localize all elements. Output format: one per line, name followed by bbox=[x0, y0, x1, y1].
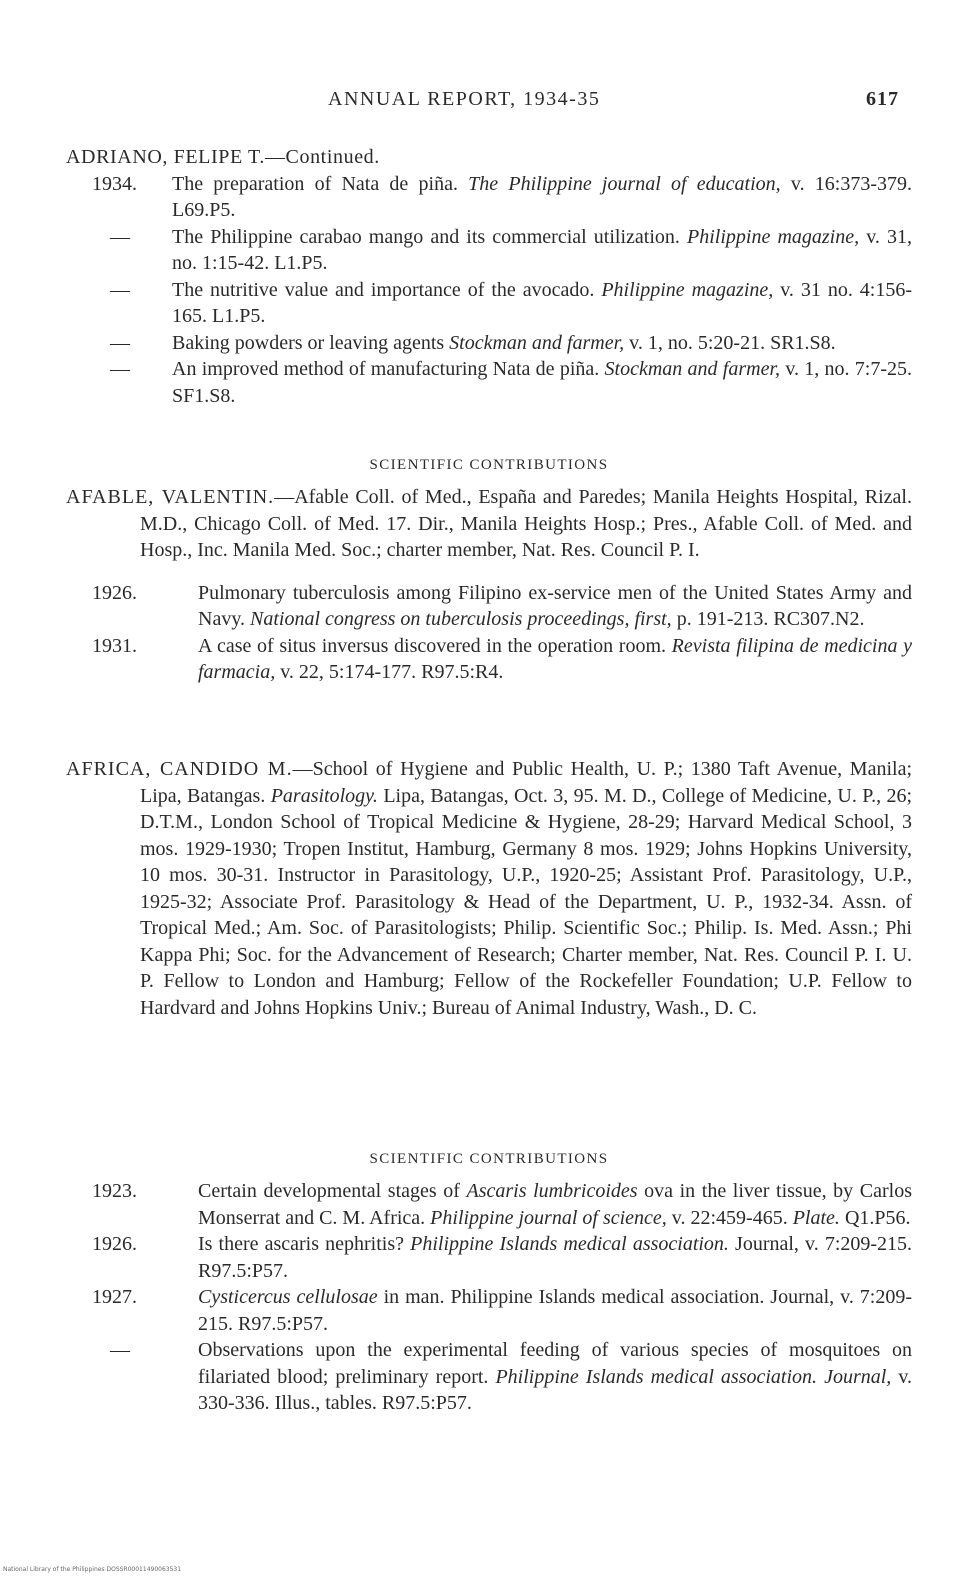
entry-journal: The Philippine journal of education, bbox=[468, 172, 781, 195]
report-title: ANNUAL REPORT, 1934-35 bbox=[328, 88, 601, 110]
afable-section bbox=[66, 484, 912, 686]
scan-footer: National Library of the Philippines DOSSR00011490063531 bbox=[3, 1566, 182, 1573]
author-field: Parasitology. bbox=[270, 784, 378, 807]
entry-species: Cysticercus cellulosae bbox=[198, 1286, 378, 1308]
entry-year: 1923. bbox=[92, 1180, 137, 1202]
bibliography-entry bbox=[66, 1337, 912, 1417]
bibliography-entry bbox=[66, 356, 912, 409]
africa-bio bbox=[66, 756, 912, 1021]
entry-citation: v. 330-336. Illus., tables. R97.5:P57. bbox=[198, 1365, 913, 1414]
entry-citation: v. 22, 5:174-177. R97.5:R4. bbox=[280, 661, 504, 683]
entry-citation: v. 31 no. 4:156-165. L1.P5. bbox=[172, 278, 913, 327]
bibliography-entry bbox=[66, 330, 912, 357]
entry-year: — bbox=[110, 358, 130, 380]
entry-citation: Journal, v. 7:209-215. R97.5:P57. bbox=[198, 1233, 913, 1282]
bibliography-entry bbox=[66, 224, 912, 277]
entry-plate: Plate. bbox=[792, 1206, 840, 1229]
entry-text: in man. Philippine Islands medical association. Journal, v. 7:209-215. R97.5:P57. bbox=[198, 1286, 913, 1335]
africa-section bbox=[66, 756, 912, 1021]
entry-text: ova in the liver tissue, by Carlos Monserrat and C. M. Africa. bbox=[198, 1180, 912, 1229]
entry-text: The Philippine carabao mango and its commercial utilization. bbox=[172, 225, 680, 248]
author-bio-continued: Lipa, Batangas, Oct. 3, 95. M. D., College of Medicine, U. P., 26; D.T.M., London School of Tropical Medicine & Hygiene, 28-29; Harvard Medical School, 3 mos. 1929-1930; Tropen Institut, Hamburg, Germany 8 mos. 1929; Johns Hopkins University, 10 mos. 30-31. Instructor in Parasitology, U.P., 1920-25; Assistant Prof. Parasitology, U.P., 1925-32; Associate Prof. Parasitology & Head of the Department, U. P., 1932-34. Assn. of Tropical Med.; Am. Soc. of Parasitologists; Philip. Scientific Soc.; Philip. Is. Med. Assn.; Phi Kappa Phi; Soc. for the Advancement of Research; Charter member, Nat. Res. Council P. I. U. P. Fellow to London and Hamburg; Fellow of the Rockefeller Foundation; U.P. Fellow to Hardvard and Johns Hopkins Univ.; Bureau of Animal Industry, Wash., D. C. bbox=[140, 784, 913, 1019]
entry-journal: Revista filipina de medicina y farmacia, bbox=[198, 634, 913, 683]
entry-year: 1934. bbox=[92, 172, 137, 195]
entry-text: A case of situs inversus discovered in the operation room. bbox=[198, 634, 667, 657]
entry-text: Certain developmental stages of bbox=[198, 1180, 460, 1202]
bibliography-entry bbox=[66, 277, 912, 330]
bibliography-entry bbox=[66, 1231, 912, 1284]
entry-text: Pulmonary tuberculosis among Filipino ex-service men of the United States Army and Navy. bbox=[198, 581, 912, 630]
entry-text: Observations upon the experimental feeding of various species of mosquitoes on filariated blood; preliminary report. bbox=[198, 1339, 912, 1388]
entry-year: 1926. bbox=[92, 1233, 137, 1255]
entry-journal: Philippine journal of science, bbox=[430, 1206, 667, 1229]
entry-year: 1926. bbox=[92, 581, 137, 604]
entry-year: — bbox=[110, 1339, 130, 1361]
page-number: 617 bbox=[866, 88, 899, 110]
entry-journal: Stockman and farmer, bbox=[604, 358, 781, 380]
bibliography-entry bbox=[66, 171, 912, 224]
author-bio: —Afable Coll. of Med., España and Paredes; Manila Heights Hospital, Rizal. M.D., Chicago Coll. of Med. 17. Dir., Manila Heights Hosp.; Pres., Afable Coll. of Med. and Hosp., Inc. Manila Med. Soc.; charter member, Nat. Res. Council P. I. bbox=[140, 486, 912, 561]
entry-citation: p. 191-213. RC307.N2. bbox=[676, 608, 865, 630]
entry-text: An improved method of manufacturing Nata de piña. bbox=[172, 358, 600, 380]
bibliography-entry bbox=[66, 580, 912, 633]
author-name: AFRICA, CANDIDO M. bbox=[66, 758, 293, 780]
entry-year: — bbox=[110, 278, 130, 301]
section-heading: SCIENTIFIC CONTRIBUTIONS bbox=[369, 457, 609, 473]
entry-citation: v. 16:373-379. L69.P5. bbox=[172, 172, 913, 221]
entry-year: 1931. bbox=[92, 634, 137, 657]
entry-text: The nutritive value and importance of the avocado. bbox=[172, 278, 595, 301]
bibliography-entry bbox=[66, 1178, 912, 1231]
author-bio: —School of Hygiene and Public Health, U. P.; 1380 Taft Avenue, Manila; Lipa, Batangas. bbox=[140, 758, 913, 807]
entry-citation: v. 22:459-465. bbox=[671, 1206, 788, 1229]
entry-journal: Philippine magazine, bbox=[687, 225, 860, 248]
bibliography-entry bbox=[66, 1284, 912, 1337]
entry-journal: Philippine Islands medical association. bbox=[410, 1233, 729, 1255]
entry-citation: v. 31, no. 1:15-42. L1.P5. bbox=[172, 225, 913, 274]
entry-text: The preparation of Nata de piña. bbox=[172, 172, 458, 195]
entry-species: Ascaris lumbricoides bbox=[466, 1180, 638, 1202]
running-header bbox=[0, 88, 974, 118]
entry-citation: v. 1, no. 5:20-21. SR1.S8. bbox=[629, 331, 836, 354]
section-heading: SCIENTIFIC CONTRIBUTIONS bbox=[369, 1151, 609, 1167]
africa-contributions bbox=[66, 1178, 912, 1417]
entry-text: Is there ascaris nephritis? bbox=[198, 1233, 404, 1255]
entry-callno: Q1.P56. bbox=[844, 1206, 911, 1229]
adriano-heading: ADRIANO, FELIPE T.—Continued. bbox=[66, 146, 380, 168]
adriano-section bbox=[66, 144, 912, 409]
bibliography-entry bbox=[66, 633, 912, 686]
afable-bio bbox=[66, 484, 912, 564]
entry-journal: Philippine magazine, bbox=[601, 278, 774, 301]
entry-journal: Stockman and farmer, bbox=[449, 331, 625, 354]
author-name: AFABLE, VALENTIN. bbox=[66, 486, 275, 508]
entry-year: 1927. bbox=[92, 1286, 137, 1308]
entry-year: — bbox=[110, 225, 130, 248]
entry-year: — bbox=[110, 331, 130, 354]
entry-citation: v. 1, no. 7:7-25. SF1.S8. bbox=[172, 358, 913, 407]
entry-journal: National congress on tuberculosis proceedings, first, bbox=[250, 608, 672, 630]
entry-text: Baking powders or leaving agents bbox=[172, 331, 445, 354]
entry-journal: Philippine Islands medical association. Journal, bbox=[495, 1365, 892, 1388]
